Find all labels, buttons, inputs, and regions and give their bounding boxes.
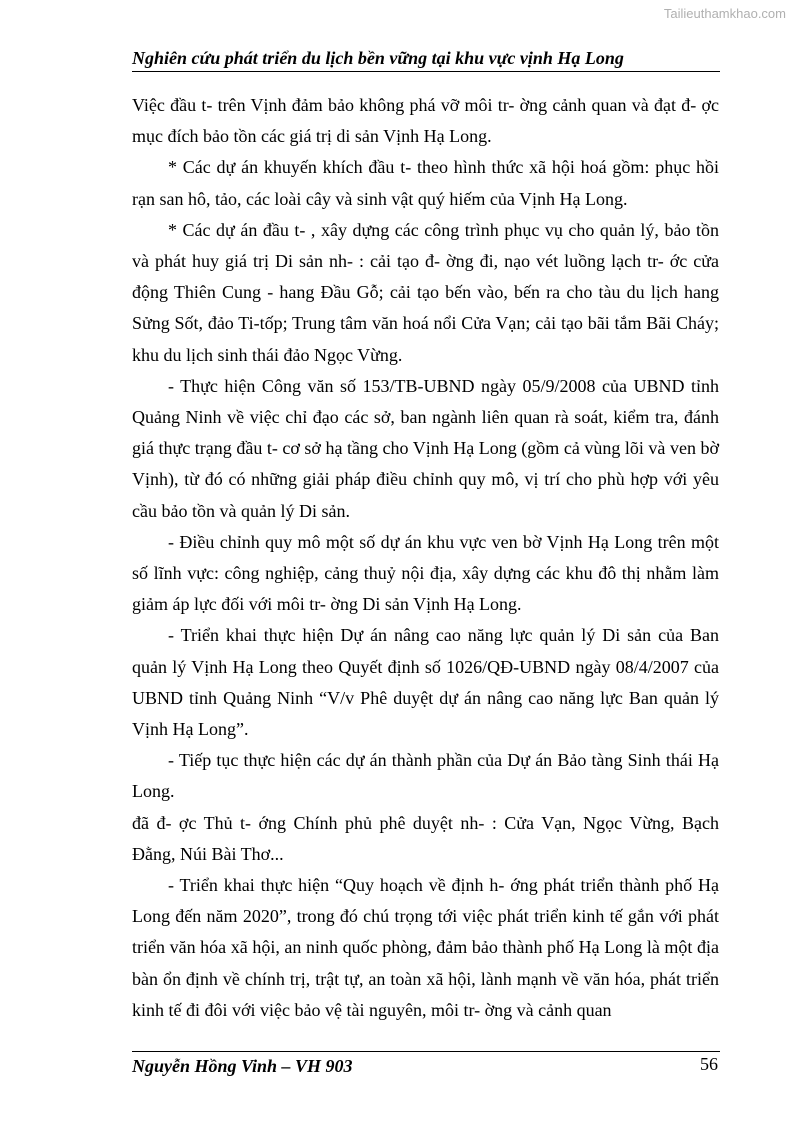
paragraph-8: đã đ- ợc Thủ t- ớng Chính phủ phê duyệt nh- : Cửa Vạn, Ngọc Vừng, Bạch Đằng, Núi Bài Thơ... (132, 812, 719, 864)
watermark: Tailieuthamkhao.com (663, 6, 786, 21)
footer-divider (132, 1051, 720, 1052)
paragraph-1: Việc đầu t- trên Vịnh đảm bảo không phá vỡ môi tr- ờng cảnh quan và đạt đ- ợc mục đích bảo tồn các giá trị di sản Vịnh Hạ Long. (132, 95, 719, 147)
paragraph-3: * Các dự án đầu t- , xây dựng các công trình phục vụ cho quản lý, bảo tồn và phát huy giá trị Di sản nh- : cải tạo đ- ờng đi, nạo vét luồng lạch tr- ớc cửa động Thiên Cung - hang Đầu Gỗ; cải tạo bến vào, bến ra cho tàu du lịch hang Sửng Sốt, đảo Ti-tốp; Trung tâm văn hoá nổi Cửa Vạn; cải tạo bãi tắm Bãi Cháy; khu du lịch sinh thái đảo Ngọc Vừng. (132, 219, 719, 365)
page-header: Nghiên cứu phát triển du lịch bền vững tại khu vực vịnh Hạ Long (132, 48, 720, 72)
paragraph-2: * Các dự án khuyến khích đầu t- theo hình thức xã hội hoá gồm: phục hồi rạn san hô, tảo, các loài cây và sinh vật quý hiếm của Vịnh Hạ Long. (132, 157, 719, 209)
body-text (132, 90, 719, 1026)
paragraph-6: - Triển khai thực hiện Dự án nâng cao năng lực quản lý Di sản của Ban quản lý Vịnh Hạ Long theo Quyết định số 1026/QĐ-UBND ngày 08/4/2007 của UBND tỉnh Quảng Ninh “V/v Phê duyệt dự án nâng cao năng lực Ban quản lý Vịnh Hạ Long”. (132, 625, 719, 740)
page-number: 56 (700, 1054, 718, 1074)
paragraph-9: - Triển khai thực hiện “Quy hoạch về định h- ớng phát triển thành phố Hạ Long đến năm 2020”, trong đó chú trọng tới việc phát triển kinh tế gắn với phát triển văn hóa xã hội, an ninh quốc phòng, đảm bảo thành phố Hạ Long là một địa bàn ổn định về chính trị, trật tự, an toàn xã hội, lành mạnh về văn hóa, phát triển kinh tế đi đôi với việc bảo vệ tài nguyên, môi tr- ờng và cảnh quan (132, 875, 719, 1020)
footer-author: Nguyễn Hồng Vinh – VH 903 (132, 1056, 353, 1076)
paragraph-4: - Thực hiện Công văn số 153/TB-UBND ngày 05/9/2008 của UBND tỉnh Quảng Ninh về việc chỉ đạo các sở, ban ngành liên quan rà soát, kiểm tra, đánh giá thực trạng đầu t- cơ sở hạ tầng cho Vịnh Hạ Long (gồm cả vùng lõi và ven bờ Vịnh), từ đó có những giải pháp điều chỉnh quy mô, vị trí cho phù hợp với yêu cầu bảo tồn và quản lý Di sản. (132, 375, 719, 521)
paragraph-5: - Điều chỉnh quy mô một số dự án khu vực ven bờ Vịnh Hạ Long trên một số lĩnh vực: công nghiệp, cảng thuỷ nội địa, xây dựng các khu đô thị nhằm làm giảm áp lực đối với môi tr- ờng Di sản Vịnh Hạ Long. (132, 531, 719, 615)
paragraph-7: - Tiếp tục thực hiện các dự án thành phần của Dự án Bảo tàng Sinh thái Hạ Long. (132, 750, 719, 802)
